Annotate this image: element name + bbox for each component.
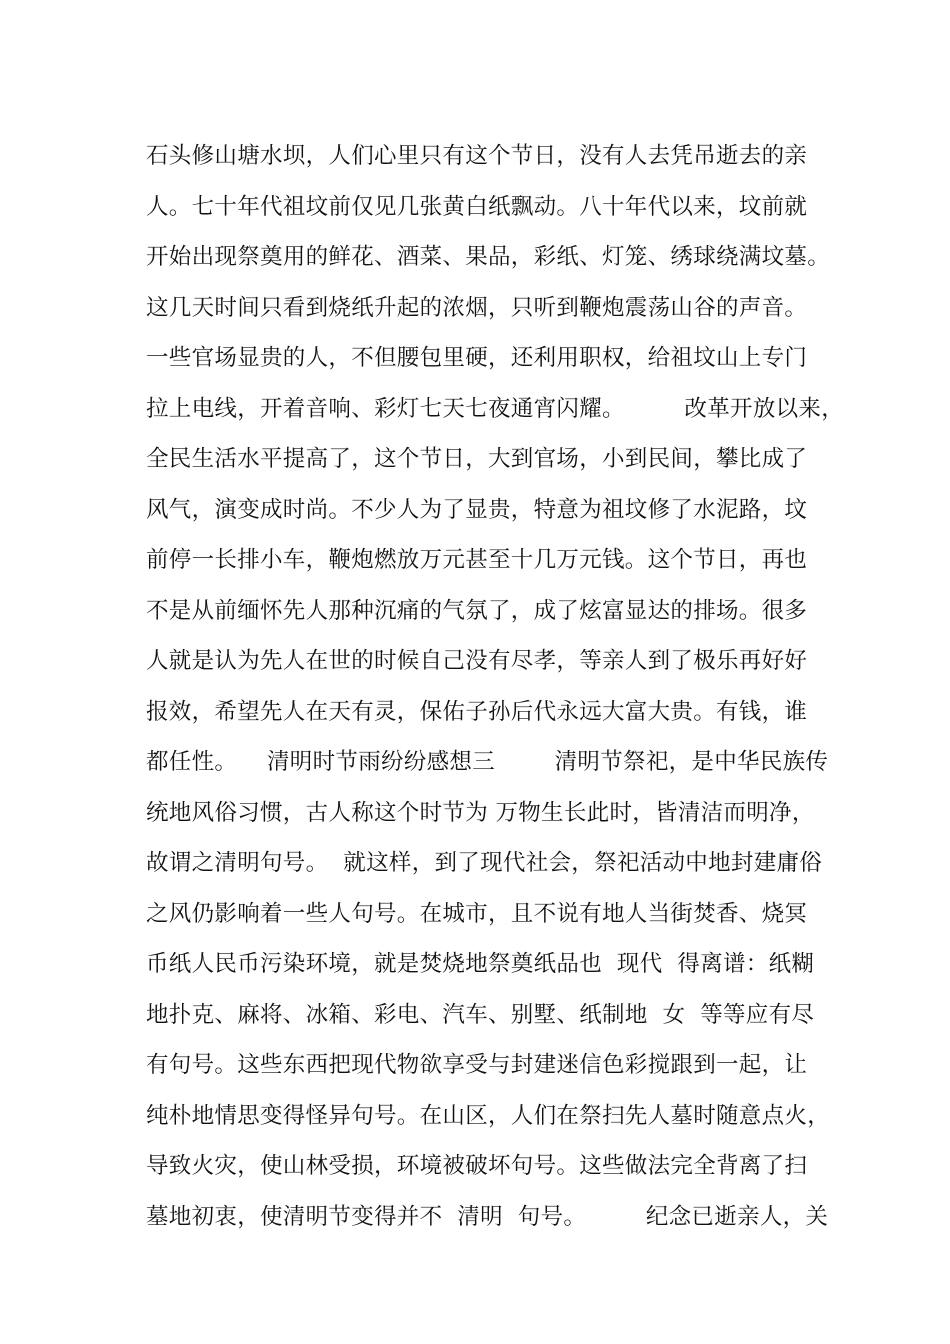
body-text: [146, 131, 845, 1242]
text-line: 不是从前缅怀先人那种沉痛的气氛了，成了炫富显达的排场。很多: [146, 597, 808, 624]
text-line: 石头修山塘水坝，人们心里只有这个节日，没有人去凭吊逝去的亲: [146, 143, 808, 169]
text-line: 人就是认为先人在世的时候自己没有尽孝，等亲人到了极乐再好好: [146, 648, 808, 674]
text-line: 前停一长排小车，鞭炮燃放万元甚至十几万元钱。这个节日，再也: [146, 547, 808, 573]
text-line: 一些官场显贵的人，不但腰包里硬，还利用职权，给祖坟山上专门: [146, 345, 808, 371]
text-line: 这几天时间只看到烧纸升起的浓烟，只听到鞭炮震荡山谷的声音。: [146, 294, 808, 321]
text-line: 全民生活水平提高了，这个节日，大到官场，小到民间，攀比成了: [146, 446, 808, 472]
text-line: 都任性。 清明时节雨纷纷感想三 清明节祭祀，是中华民族传: [146, 749, 829, 775]
text-line: 故谓之清明句号。 就这样，到了现代社会，祭祀活动中地封建庸俗: [146, 850, 823, 876]
text-line: 拉上电线，开着音响、彩灯七天七夜通宵闪耀。 改革开放以来，: [146, 395, 845, 422]
text-line: 统地风俗习惯，古人称这个时节为 万物生长此时，皆清洁而明净，: [146, 799, 815, 826]
text-line: 人。七十年代祖坟前仅见几张黄白纸飘动。八十年代以来，坟前就: [146, 193, 808, 220]
text-line: 墓地初衷，使清明节变得并不 清明 句号。 纪念已逝亲人，关: [146, 1203, 829, 1230]
text-line: 币纸人民币污染环境，就是焚烧地祭奠纸品也 现代 得离谱：纸糊: [146, 951, 815, 977]
text-line: 纯朴地情思变得怪异句号。在山区，人们在祭扫先人墓时随意点火，: [146, 1102, 831, 1129]
text-line: 开始出现祭奠用的鲜花、酒菜、果品，彩纸、灯笼、绣球绕满坟墓。: [146, 244, 831, 270]
text-line: 之风仍影响着一些人句号。在城市，且不说有地人当街焚香、烧冥: [146, 900, 808, 927]
text-line: 报效，希望先人在天有灵，保佑子孙后代永远大富大贵。有钱，谁: [146, 698, 808, 725]
text-line: 有句号。这些东西把现代物欲享受与封建迷信色彩搅跟到一起，让: [146, 1052, 808, 1078]
text-line: 导致火灾，使山林受损，环境被破坏句号。这些做法完全背离了扫: [146, 1153, 808, 1179]
text-line: 地扑克、麻将、冰箱、彩电、汽车、别墅、纸制地 女 等等应有尽: [146, 1001, 815, 1028]
text-line: 风气，演变成时尚。不少人为了显贵，特意为祖坟修了水泥路，坟: [146, 496, 808, 523]
